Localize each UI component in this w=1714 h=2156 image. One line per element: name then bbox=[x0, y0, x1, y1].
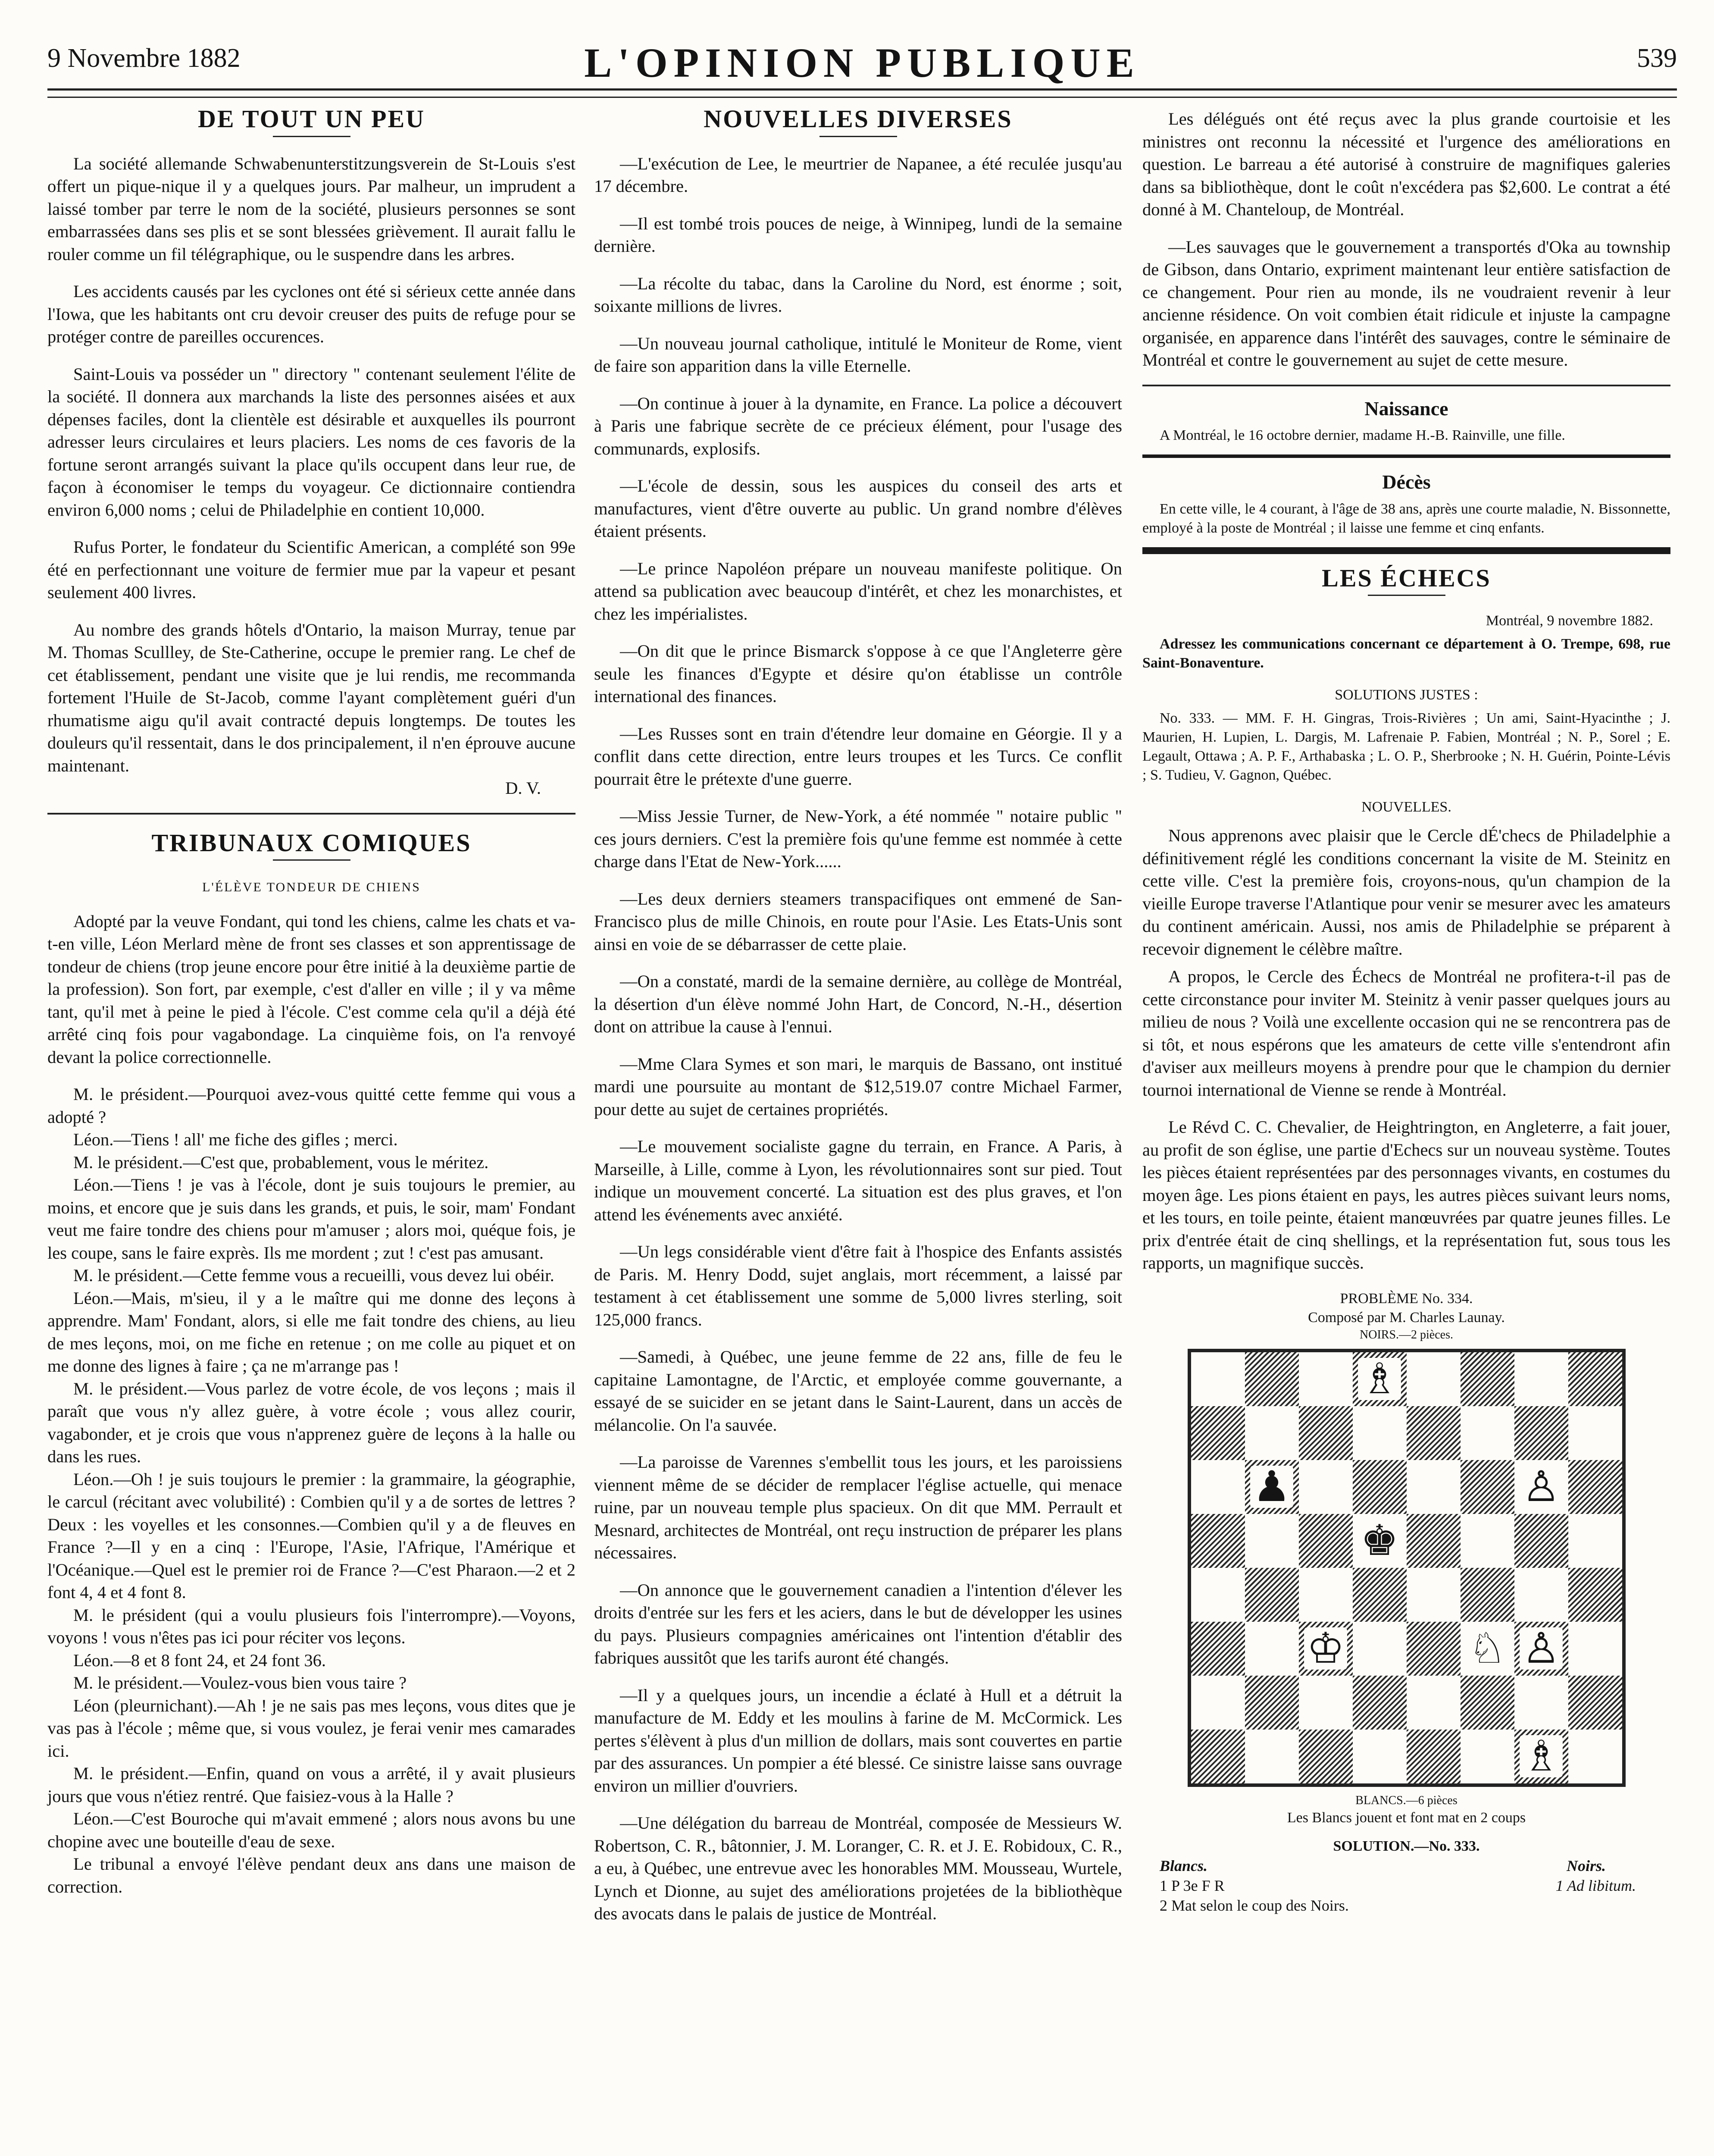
column-3 bbox=[1142, 108, 1670, 1915]
board-square bbox=[1514, 1622, 1568, 1676]
deces-text: En cette ville, le 4 courant, à l'âge de 38 ans, après une courte maladie, N. Bissonnette, employé à la poste de Montréal ; il laisse une femme et cinq enfants. bbox=[1142, 501, 1670, 536]
news-item: —Le mouvement socialiste gagne du terrain, en France. A Paris, à Marseille, à Lille, comme à Lyon, les révolutionnaires sont sur pied. Tout indique un mouvement concerté. La situation est des plus graves, et l'on attend les événements avec anxiété. bbox=[594, 1137, 1122, 1224]
naissance-text: A Montréal, le 16 octobre dernier, madame H.-B. Rainville, une fille. bbox=[1160, 427, 1565, 443]
board-square bbox=[1514, 1352, 1568, 1406]
board-square bbox=[1191, 1514, 1245, 1568]
section-divider bbox=[47, 813, 576, 815]
section-divider bbox=[1142, 454, 1670, 458]
board-square bbox=[1299, 1514, 1353, 1568]
board-square bbox=[1353, 1730, 1407, 1783]
dialogue-line: M. le président.—Enfin, quand on vous a arrêté, il y avait plusieurs jours que vous n'étiez rentré. Que faisiez-vous à la Halle ? bbox=[47, 1764, 576, 1806]
news-item: —Miss Jessie Turner, de New-York, a été nommée " notaire public " ces jours derniers. C'est la première fois qu'une femme est nommée à cette charge dans l'Etat de New-York...... bbox=[594, 806, 1122, 871]
board-square bbox=[1461, 1514, 1514, 1568]
dialogue-line: Léon.—Tiens ! je vas à l'école, dont je suis toujours le premier, au moins, et encore que je suis dans les grands, et puis, le soir, mam' Fondant veut me faire tondre des chiens pour m'amuser ; alors moi, quéque fois, je les coupe, sans le faire exprès. Ils me mordent ; zut ! c'est pas amusant. bbox=[47, 1175, 576, 1263]
dialogue-line: M. le président.—C'est que, probablement, vous le méritez. bbox=[73, 1152, 489, 1172]
board-square bbox=[1514, 1730, 1568, 1783]
column-1 bbox=[47, 105, 576, 1898]
signature: D. V. bbox=[505, 778, 541, 798]
board-square bbox=[1299, 1730, 1353, 1783]
news-item: —L'école de dessin, sous les auspices du conseil des arts et manufactures, vient d'être ouverte au public. Un grand nombre d'élèves étaient présents. bbox=[594, 476, 1122, 541]
board-square bbox=[1299, 1622, 1353, 1676]
board-square bbox=[1514, 1676, 1568, 1730]
paragraph: Saint-Louis va posséder un " directory " contenant seulement l'élite de la société. Il donnera aux marchands la liste des personnes aisées et aux dépenses faciles, dont la clientèle est désirable et auxquelles ils pourront adresser leurs circulaires et leurs placiers. Les noms de ces favoris de la fortune seront arrangés suivant la place qu'ils occupent dans leur rue, de façon à économiser le temps du voyageur. Ce dictionnaire contiendra environ 6,000 noms ; celui de Philadelphie en contient 10,000. bbox=[47, 364, 576, 520]
board-square bbox=[1461, 1568, 1514, 1622]
board-square bbox=[1191, 1406, 1245, 1460]
paragraph: A propos, le Cercle des Échecs de Montréal ne profitera-t-il pas de cette circonstance pour inviter M. Steinitz à venir passer quelques jours au milieu de nous ? Voilà une excellente occasion qui ne se rencontrera pas de si tôt, et nous espérons que les amateurs de cette ville s'entendront afin d'aviser aux meilleurs moyens à prendre pour que le champion du dernier tournoi international de Vienne se rende à Montréal. bbox=[1142, 967, 1670, 1100]
news-item: —Le prince Napoléon prépare un nouveau manifeste politique. On attend sa publication avec beaucoup d'intérêt, et chez les monarchistes, et chez les impérialistes. bbox=[594, 558, 1122, 624]
board-square bbox=[1514, 1514, 1568, 1568]
board-square bbox=[1407, 1730, 1461, 1783]
dialogue-line: M. le président.—Pourquoi avez-vous quitté cette femme qui vous a adopté ? bbox=[47, 1084, 576, 1127]
section-divider bbox=[1142, 547, 1670, 554]
white-bishop-icon: ♗ bbox=[1358, 1358, 1401, 1400]
deces-title: Décès bbox=[1382, 471, 1431, 493]
board-square bbox=[1299, 1460, 1353, 1514]
news-items bbox=[594, 153, 1122, 1925]
board-square bbox=[1461, 1622, 1514, 1676]
solution-move: 2 Mat selon le coup des Noirs. bbox=[1160, 1896, 1349, 1914]
board-square bbox=[1353, 1676, 1407, 1730]
board-square bbox=[1568, 1568, 1622, 1622]
white-king-icon: ♔ bbox=[1304, 1627, 1347, 1670]
board-square bbox=[1245, 1622, 1299, 1676]
page-number: 539 bbox=[1637, 44, 1677, 73]
board-square bbox=[1191, 1460, 1245, 1514]
board-square bbox=[1407, 1622, 1461, 1676]
solution-table bbox=[1160, 1856, 1653, 1915]
board-square bbox=[1568, 1676, 1622, 1730]
section-title-nouvelles-diverses: NOUVELLES DIVERSES bbox=[704, 105, 1013, 133]
dialogue-line: M. le président (qui a voulu plusieurs fois l'interrompre).—Voyons, voyons ! vous n'êtes pas ici pour réciter vos leçons. bbox=[47, 1605, 576, 1647]
board-square bbox=[1407, 1460, 1461, 1514]
article-subtitle: L'ÉLÈVE TONDEUR DE CHIENS bbox=[202, 880, 421, 894]
dialogue-line: M. le président.—Voulez-vous bien vous taire ? bbox=[73, 1673, 407, 1692]
naissance-title: Naissance bbox=[1364, 397, 1448, 420]
masthead bbox=[47, 34, 1677, 86]
section-title-les-echecs: LES ÉCHECS bbox=[1322, 564, 1491, 592]
board-square bbox=[1407, 1676, 1461, 1730]
blancs-label: BLANCS.—6 pièces bbox=[1355, 1793, 1458, 1807]
board-square bbox=[1191, 1568, 1245, 1622]
news-item: —On a constaté, mardi de la semaine dernière, au collège de Montréal, la désertion d'un élève nommé John Hart, de Concord, N.-H., désertion dont on attribue la cause à l'ennui. bbox=[594, 971, 1122, 1036]
board-square bbox=[1353, 1460, 1407, 1514]
black-king-icon: ♚ bbox=[1358, 1520, 1401, 1562]
board-square bbox=[1568, 1352, 1622, 1406]
news-item: —Un legs considérable vient d'être fait à l'hospice des Enfants assistés de Paris. M. Henry Dodd, sujet anglais, mort récemment, a laissé par testament à cet établissement une somme de 5,000 livres sterling, soit 125,000 francs. bbox=[594, 1242, 1122, 1329]
dialogue bbox=[47, 1083, 576, 1898]
dialogue-line: Léon (pleurnichant).—Ah ! je ne sais pas mes leçons, vous dites que je vas pas à l'école ; même que, si vous voulez, je ferai venir mes camarades ici. bbox=[47, 1695, 576, 1761]
board-square bbox=[1407, 1568, 1461, 1622]
board-square bbox=[1245, 1352, 1299, 1406]
news-item: —Il y a quelques jours, un incendie a éclaté à Hull et a détruit la manufacture de M. Eddy et les moulins à farine de M. McCormick. Les pertes s'élèvent à plus d'un million de dollars, mais sont couvertes en partie par des assurances. Un pompier a été blessé. Ce sinistre laisse sans ouvrage environ un millier d'ouvriers. bbox=[594, 1685, 1122, 1796]
news-item: —Il est tombé trois pouces de neige, à Winnipeg, lundi de la semaine dernière. bbox=[594, 213, 1122, 256]
board-square bbox=[1245, 1568, 1299, 1622]
news-item: —On annonce que le gouvernement canadien a l'intention d'élever les droits d'entrée sur les fers et les aciers, dans le but de développer les usines du pays. Plusieurs compagnies américaines ont l'intention d'établir des fabriques aussitôt que les tarifs auront été changés. bbox=[594, 1580, 1122, 1667]
problem-caption: Les Blancs jouent et font mat en 2 coups bbox=[1287, 1809, 1526, 1826]
board-square bbox=[1191, 1352, 1245, 1406]
dialogue-line: Léon.—Mais, m'sieu, il y a le maître qui me donne des leçons à apprendre. Mam' Fondant, alors, si elle me fait tondre des chiens, au lieu de mes leçons, moi, on me fiche en retenue ; on me colle au piquet et on me donne des lignes à faire ; ça ne m'arrange pas ! bbox=[47, 1288, 576, 1376]
board-square bbox=[1191, 1676, 1245, 1730]
masthead-rule bbox=[47, 88, 1677, 98]
board-square bbox=[1353, 1352, 1407, 1406]
section-divider bbox=[1142, 385, 1670, 386]
newspaper-title: L'OPINION PUBLIQUE bbox=[584, 40, 1140, 86]
board-square bbox=[1461, 1352, 1514, 1406]
board-square bbox=[1568, 1730, 1622, 1783]
solution-move: 1 P 3e F R bbox=[1160, 1877, 1225, 1894]
board-square bbox=[1461, 1406, 1514, 1460]
paragraph: Nous apprenons avec plaisir que le Cercle dÉ'checs de Philadelphie a définitivement réglé les conditions concernant la visite de M. Steinitz en cette ville. C'est la première fois, croyons-nous, qu'un champion de la vieille Europe traverse l'Atlantique pour venir se mesurer avec les amateurs du continent américain. Aussi, nos amis de Philadelphie se préparent à recevoir dignement le célèbre maître. bbox=[1142, 826, 1670, 959]
board-square bbox=[1245, 1730, 1299, 1783]
board-square bbox=[1407, 1352, 1461, 1406]
board-square bbox=[1191, 1622, 1245, 1676]
white-knight-icon: ♘ bbox=[1466, 1627, 1509, 1670]
board-square bbox=[1299, 1352, 1353, 1406]
news-item: —On continue à jouer à la dynamite, en France. La police a découvert à Paris une fabrique secrète de ce précieux élément, pour l'usage des communards, explosifs. bbox=[594, 393, 1122, 458]
section-title-de-tout-un-peu: DE TOUT UN PEU bbox=[197, 105, 425, 133]
board-square bbox=[1568, 1514, 1622, 1568]
board-square bbox=[1299, 1568, 1353, 1622]
board-square bbox=[1461, 1730, 1514, 1783]
paragraph: Les accidents causés par les cyclones ont été si sérieux cette année dans l'Iowa, que les habitants ont cru devoir creuser des puits de refuge pour se protéger contre de pareilles occurences. bbox=[47, 282, 576, 346]
board-square bbox=[1514, 1406, 1568, 1460]
board-square bbox=[1461, 1460, 1514, 1514]
news-item: —Les Russes sont en train d'étendre leur domaine en Géorgie. Il y a conflit dans cette direction, entre leurs troupes et les Turcs. Ce conflit pourrait être le prétexte d'une guerre. bbox=[594, 724, 1122, 789]
solutions-text: No. 333. — MM. F. H. Gingras, Trois-Rivières ; Un ami, Saint-Hyacinthe ; J. Maurien, H. Lupien, L. Dargis, M. Lafrenaie P. Fabien, Montréal ; N. P., Sorel ; E. Legault, Ottawa ; A. P. F., Arthabaska ; L. O. P., Sherbrooke ; N. H. Guérin, Pointe-Lévis ; S. Tudieu, V. Gagnon, Québec. bbox=[1142, 710, 1670, 783]
board-square bbox=[1353, 1406, 1407, 1460]
dialogue-line: Léon.—Oh ! je suis toujours le premier : la grammaire, la géographie, le carcul (récitant avec volubilité) : Combien qu'il y a de sortes de lettres ? Deux : les voyelles et les consonnes.—Combien qu'il y a de fleuves en France ?—Il y en a cinq : l'Europe, l'Asie, l'Afrique, l'Amérique et l'Océanique.—Quel est le premier roi de France ?—C'est Pharaon.—2 et 2 font 4, 4 et 4 font 8. bbox=[47, 1469, 576, 1602]
board-square bbox=[1353, 1622, 1407, 1676]
dialogue-line: Léon.—8 et 8 font 24, et 24 font 36. bbox=[73, 1650, 326, 1670]
title-rule bbox=[819, 136, 897, 137]
board-square bbox=[1299, 1406, 1353, 1460]
board-square bbox=[1407, 1406, 1461, 1460]
solution-title: SOLUTION.—No. 333. bbox=[1333, 1838, 1480, 1854]
board-square bbox=[1353, 1514, 1407, 1568]
dialogue-line: Le tribunal a envoyé l'élève pendant deux ans dans une maison de correction. bbox=[47, 1854, 576, 1896]
board-square bbox=[1245, 1676, 1299, 1730]
dialogue-line: M. le président.—Cette femme vous a recueilli, vous devez lui obéir. bbox=[73, 1266, 554, 1285]
board-square bbox=[1461, 1676, 1514, 1730]
board-square bbox=[1245, 1406, 1299, 1460]
paragraph: La société allemande Schwabenunterstitzungsverein de St-Louis s'est offert un pique-nique il y a quelques jours. Par malheur, un imprudent a laissé tomber par terre le nom de la société, plusieurs personnes se sont embarrassées dans ses plis et se sont blessées grièvement. Il aurait fallu le rouler comme un fil télégraphique, ou le suspendre dans les arbres. bbox=[47, 154, 576, 264]
board-square bbox=[1407, 1514, 1461, 1568]
news-item: —La récolte du tabac, dans la Caroline du Nord, est énorme ; soit, soixante millions de livres. bbox=[594, 273, 1122, 316]
white-pawn-icon: ♙ bbox=[1520, 1466, 1563, 1508]
paragraph: Adopté par la veuve Fondant, qui tond les chiens, calme les chats et va-t-en ville, Léon Merlard mène de front ses classes et son apprentissage de tondeur de chiens (trop jeune encore pour être initié à la deuxième partie de la profession). Son fort, par exemple, c'est d'aller en ville ; il y va même tant, qu'il met à peine le pied à l'école. C'est comme cela qu'il a déjà été arrêté cinq fois pour vagabondage. La cinquième fois, on l'a renvoyé devant la police correctionnelle. bbox=[47, 911, 576, 1067]
paragraph: Rufus Porter, le fondateur du Scientific American, a complété son 99e été en perfectionnant une voiture de fermier mue par la vapeur et pesant seulement 400 livres. bbox=[47, 537, 576, 602]
title-rule bbox=[1368, 595, 1445, 596]
chess-dateline: Montréal, 9 novembre 1882. bbox=[1486, 613, 1653, 629]
news-item: —Les deux derniers steamers transpacifiques ont emmené de San-Francisco plus de mille Chinois, en route pour l'Asie. Les Etats-Unis sont ainsi en voie de se débarrasser de cette plaie. bbox=[594, 889, 1122, 954]
paragraph: Les délégués ont été reçus avec la plus grande courtoisie et les ministres ont reconnu la nécessité et l'urgence des améliorations en question. Le barreau a été autorisé à construire de magnifiques galeries dans sa bibliothèque, dont le coût n'excédera pas $2,600. Le contrat a été donné à M. Chanteloup, de Montréal. bbox=[1142, 109, 1670, 219]
news-item: —Une délégation du barreau de Montréal, composée de Messieurs W. Robertson, C. R., bâtonnier, J. M. Loranger, C. R. et J. E. Robidoux, C. R., a eu, à Québec, une entrevue avec les honorables MM. Mousseau, Wurtele, Lynch et Dionne, au sujet des améliorations projetées de la bibliothèque des avocats dans le palais de justice de Montréal. bbox=[594, 1813, 1122, 1923]
news-item: —La paroisse de Varennes s'embellit tous les jours, et les paroissiens viennent même de se décider de remplacer l'église actuelle, qui menace ruine, par un nouveau temple plus spacieux. On dit que MM. Perrault et Mesnard, architectes de Montréal, ont reçu instruction de préparer les plans nécessaires. bbox=[594, 1452, 1122, 1562]
title-rule bbox=[273, 859, 350, 861]
problem-title: PROBLÈME No. 334. bbox=[1340, 1290, 1473, 1307]
paragraph: Le Révd C. C. Chevalier, de Heightrington, en Angleterre, a fait jouer, au profit de son église, une partie d'Echecs sur un nouveau système. Toutes les pièces étaient représentées par des personnages vivants, en costumes du moyen âge. Les pions étaient en pays, les autres pièces suivant leurs noms, et les tours, en toile peinte, étaient manœuvrées par quatre jeunes filles. Le prix d'entrée était de cinq shellings, et la représentation fut, sous tous les rapports, un magnifique succès. bbox=[1142, 1117, 1670, 1272]
solution-move: 1 Ad libitum. bbox=[1555, 1877, 1636, 1894]
chess-board bbox=[1188, 1349, 1626, 1787]
board-square bbox=[1568, 1460, 1622, 1514]
news-item: —Mme Clara Symes et son mari, le marquis de Bassano, ont institué mardi une poursuite au montant de $12,519.07 contre Michael Farmer, pour dette au sujet de certaines propriétés. bbox=[594, 1054, 1122, 1119]
nouvelles-title: NOUVELLES. bbox=[1361, 799, 1451, 815]
section-title-tribunaux-comiques: TRIBUNAUX COMIQUES bbox=[151, 828, 472, 857]
board-square bbox=[1191, 1730, 1245, 1783]
title-rule bbox=[273, 136, 350, 137]
board-square bbox=[1568, 1622, 1622, 1676]
dialogue-line: Léon.—C'est Bouroche qui m'avait emmené ; alors nous avons bu une chopine avec une bouteille d'eau de sexe. bbox=[47, 1809, 576, 1851]
news-item: —L'exécution de Lee, le meurtrier de Napanee, a été reculée jusqu'au 17 décembre. bbox=[594, 154, 1122, 196]
board-square bbox=[1245, 1460, 1299, 1514]
chess-address: Adressez les communications concernant ce département à O. Trempe, 698, rue Saint-Bonaventure. bbox=[1142, 636, 1670, 671]
problem-composer: Composé par M. Charles Launay. bbox=[1308, 1309, 1505, 1326]
news-item: —Un nouveau journal catholique, intitulé le Moniteur de Rome, vient de faire son apparition dans la ville Eternelle. bbox=[594, 333, 1122, 376]
solutions-title: SOLUTIONS JUSTES : bbox=[1335, 687, 1478, 703]
news-item: —On dit que le prince Bismarck s'oppose à ce que l'Angleterre gère seule les finances d'Egypte et désire qu'on établisse un contrôle international des finances. bbox=[594, 641, 1122, 706]
paragraph: —Les sauvages que le gouvernement a transportés d'Oka au township de Gibson, dans Ontario, expriment maintenant leur entière satisfaction de ce changement. Pour rien au monde, ils ne voudraient revenir à leur ancienne résidence. On voit combien était ridicule et injuste la campagne organisée, en apparence dans l'intérêt des sauvages, contre le séminaire de Montréal et contre le gouvernement au sujet de cette mesure. bbox=[1142, 237, 1670, 370]
issue-date: 9 Novembre 1882 bbox=[47, 44, 241, 73]
board-square bbox=[1353, 1568, 1407, 1622]
white-pawn-icon: ♙ bbox=[1520, 1627, 1563, 1670]
noirs-label: NOIRS.—2 pièces. bbox=[1360, 1328, 1453, 1341]
board-square bbox=[1514, 1460, 1568, 1514]
dialogue-line: Léon.—Tiens ! all' me fiche des gifles ; merci. bbox=[73, 1130, 398, 1149]
solution-header-noirs: Noirs. bbox=[1566, 1857, 1606, 1874]
solution-header-blancs: Blancs. bbox=[1160, 1857, 1208, 1874]
black-pawn-icon: ♟ bbox=[1250, 1466, 1293, 1508]
column-2 bbox=[594, 105, 1122, 1940]
board-square bbox=[1514, 1568, 1568, 1622]
paragraph: Au nombre des grands hôtels d'Ontario, la maison Murray, tenue par M. Thomas Scullley, de Ste-Catherine, occupe le premier rang. Le chef de cet établissement, pendant une visite que je lui rendis, me recommanda fortement l'Huile de St-Jacob, comme l'ayant complètement guéri d'un rhumatisme aigu qu'il avait contracté depuis longtemps. De toutes les douleurs qu'il ressentait, dans le dos principalement, il n'en éprouve aucune maintenant. bbox=[47, 620, 576, 775]
white-bishop-icon: ♗ bbox=[1520, 1735, 1563, 1777]
board-square bbox=[1299, 1676, 1353, 1730]
board-square bbox=[1245, 1514, 1299, 1568]
board-square bbox=[1568, 1406, 1622, 1460]
news-item: —Samedi, à Québec, une jeune femme de 22 ans, fille de feu le capitaine Lamontagne, de l'Arctic, et employée comme gouvernante, a essayé de se suicider en se jetant dans le Saint-Laurent, dans un accès de mélancolie. On l'a sauvée. bbox=[594, 1347, 1122, 1435]
dialogue-line: M. le président.—Vous parlez de votre école, de vos leçons ; mais il paraît que vous n'y allez guère, à votre école ; vous allez courir, vagabonder, et je crois que vous n'apprenez guère de leçons à la halle ou dans les rues. bbox=[47, 1379, 576, 1466]
